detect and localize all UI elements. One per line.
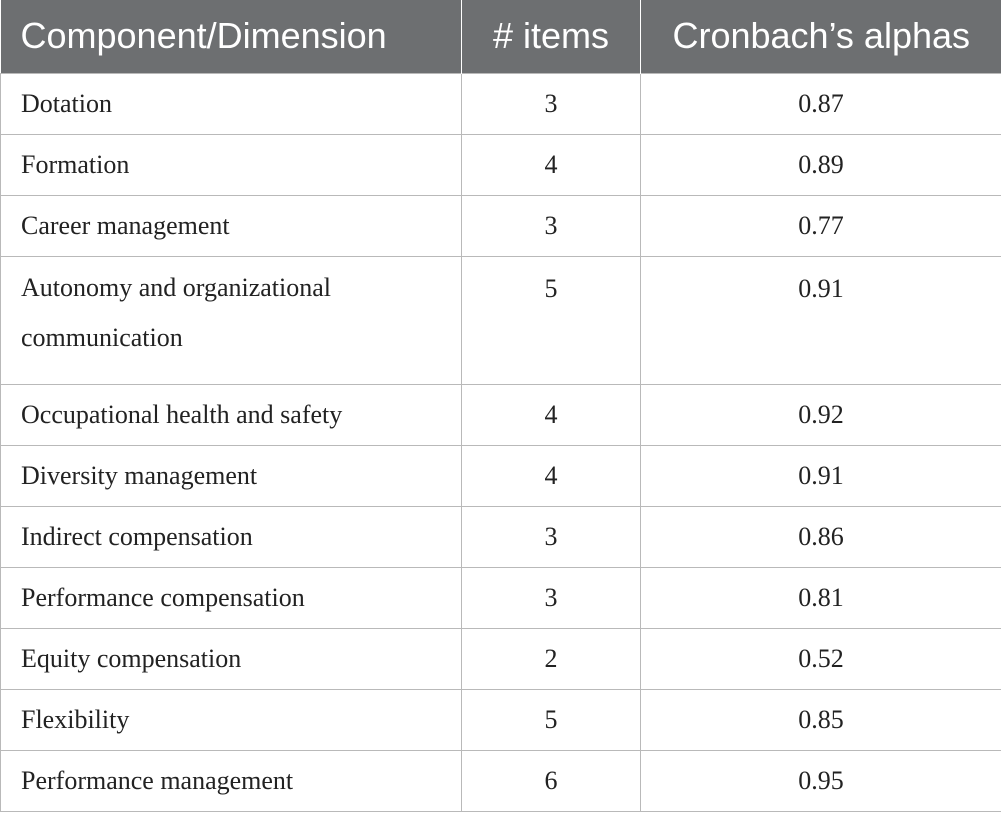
cell-alpha: 0.87 [641, 73, 1001, 134]
table-header [1, 0, 1001, 73]
cell-component: Career management [1, 195, 462, 256]
cell-component: Indirect compensation [1, 506, 462, 567]
header-items: # items [462, 0, 641, 73]
cell-component: Flexibility [1, 689, 462, 750]
table-row [1, 195, 1001, 256]
cell-component: Dotation [1, 73, 462, 134]
cell-component: Formation [1, 134, 462, 195]
table-row [1, 384, 1001, 445]
cell-items: 4 [462, 384, 641, 445]
table-row [1, 628, 1001, 689]
table-row [1, 73, 1001, 134]
cell-alpha: 0.95 [641, 750, 1001, 811]
cell-alpha: 0.81 [641, 567, 1001, 628]
cell-items: 6 [462, 750, 641, 811]
cell-component: Autonomy and organizational communication [1, 256, 462, 384]
cell-component: Occupational health and safety [1, 384, 462, 445]
cell-items: 2 [462, 628, 641, 689]
table-row [1, 689, 1001, 750]
table-row [1, 256, 1001, 384]
cell-alpha: 0.86 [641, 506, 1001, 567]
cell-items: 4 [462, 134, 641, 195]
table-row [1, 750, 1001, 811]
cell-items: 3 [462, 73, 641, 134]
cell-component: Performance management [1, 750, 462, 811]
cell-component: Performance compensation [1, 567, 462, 628]
cell-component: Equity compensation [1, 628, 462, 689]
cell-alpha: 0.92 [641, 384, 1001, 445]
table-row [1, 567, 1001, 628]
cell-alpha: 0.91 [641, 445, 1001, 506]
cell-items: 4 [462, 445, 641, 506]
table-row [1, 506, 1001, 567]
cell-items: 3 [462, 195, 641, 256]
table-body [1, 73, 1001, 811]
cell-alpha: 0.89 [641, 134, 1001, 195]
cell-alpha: 0.85 [641, 689, 1001, 750]
table-row [1, 445, 1001, 506]
cell-items: 5 [462, 256, 641, 384]
cell-items: 3 [462, 567, 641, 628]
table-row [1, 134, 1001, 195]
cell-alpha: 0.52 [641, 628, 1001, 689]
header-component: Component/Dimension [1, 0, 462, 73]
cell-items: 3 [462, 506, 641, 567]
cell-component: Diversity management [1, 445, 462, 506]
cell-items: 5 [462, 689, 641, 750]
cell-alpha: 0.91 [641, 256, 1001, 384]
header-alpha: Cronbach’s alphas [641, 0, 1001, 73]
cell-alpha: 0.77 [641, 195, 1001, 256]
header-row [1, 0, 1001, 73]
